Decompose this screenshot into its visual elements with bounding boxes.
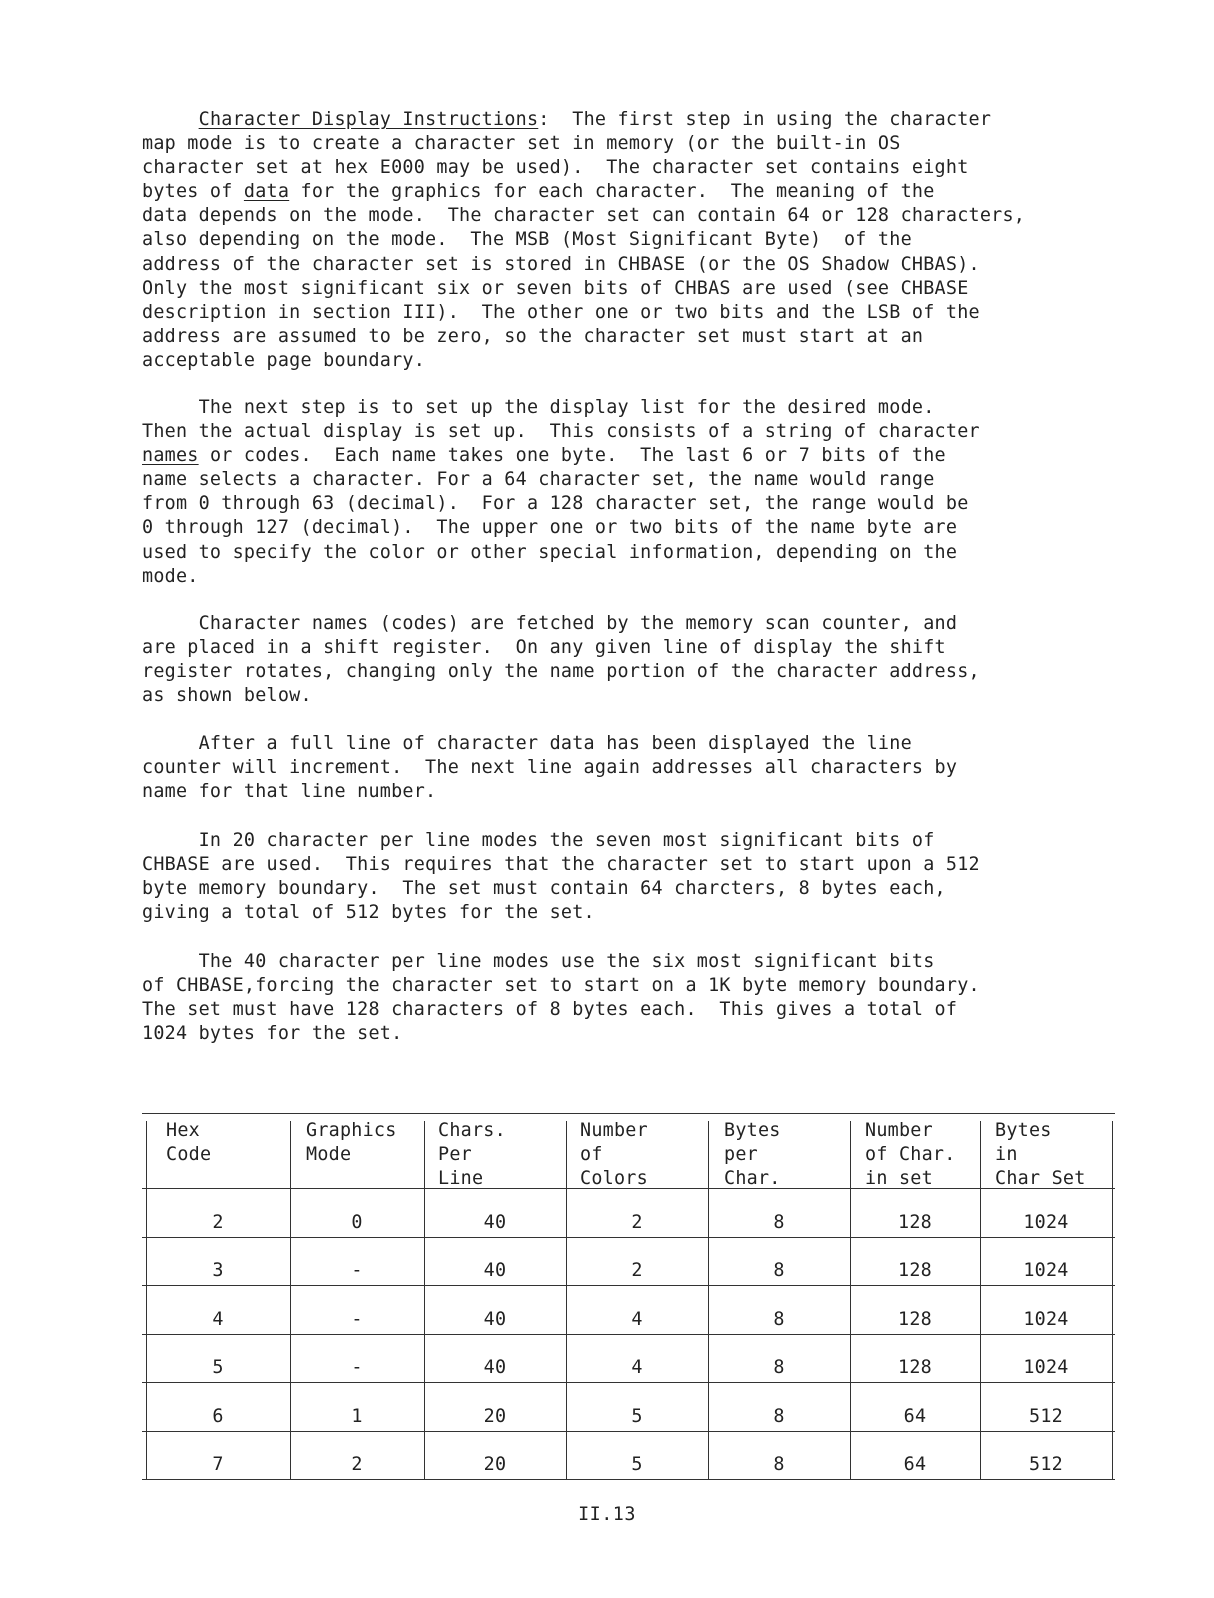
table-cell: 20 [483,1405,507,1427]
table-cell: 4 [631,1308,643,1330]
table-cell: 40 [483,1308,507,1330]
table-row-rule [142,1334,1115,1335]
table-cell: 2 [631,1211,643,1233]
table-cell: 40 [483,1260,507,1281]
paragraph-display-list [142,396,1082,589]
paragraph-character-display-instructions [142,108,1082,373]
paragraph-20-char-modes [142,829,1082,925]
table-cell: 4 [212,1308,224,1330]
table-cell: 8 [773,1454,785,1475]
table-cell: 5 [631,1454,643,1475]
header-number-of-colors: Number of Colors [580,1120,648,1189]
table-cell: 4 [631,1357,643,1378]
text-span: or codes. Each name takes one byte. The last 6 or 7 bits of the [198,445,946,467]
paragraph-character-names [142,612,1082,708]
table-cell: 8 [773,1405,785,1427]
text-line: The next step is to set up the display list for the desired mode. [142,397,935,418]
table-cell: 6 [212,1405,224,1427]
header-hex-code: Hex Code [166,1120,212,1165]
text-span: bytes of [142,181,244,203]
table-row-rule [142,1431,1115,1432]
table-cell: 8 [773,1308,785,1330]
table-cell: 8 [773,1260,785,1281]
paragraph-line-counter [142,732,1082,804]
text-line: CHBASE are used. This requires that the character set to start upon a 512 [142,854,980,876]
table-cell: 128 [898,1211,932,1233]
text-line: byte memory boundary. The set must contain 64 charcters, 8 bytes each, [142,878,946,900]
text-line: map mode is to create a character set in memory (or the built-in OS [142,133,901,155]
table-cell: 7 [212,1454,224,1475]
text-line: character set at hex E000 may be used). The character set contains eight [142,157,969,179]
text-line: also depending on the mode. The MSB (Most Significant Byte) of the [142,229,912,251]
text-line: counter will increment. The next line again addresses all characters by [142,757,958,779]
text-line: giving a total of 512 bytes for the set. [142,902,595,924]
table-cell: 2 [212,1211,224,1233]
text-line: address are assumed to be zero, so the character set must start at an [142,325,924,347]
table-cell: 8 [773,1211,785,1233]
table-cell: 128 [898,1308,932,1330]
table-column-rule [1112,1121,1113,1479]
text-line: description in section III). The other one or two bits and the LSB of the [142,301,980,323]
table-cell: 2 [351,1454,363,1475]
text-line: acceptable page boundary. [142,349,426,371]
text-span: for the graphics for each character. The meaning of the [289,181,935,203]
header-bytes-per-char: Bytes per Char. [724,1120,781,1189]
text-line: as shown below. [142,685,312,707]
paragraph-40-char-modes [142,950,1082,1046]
text-line: Only the most significant six or seven bits of CHBAS are used (see CHBASE [142,277,969,299]
header-chars-per-line: Chars. Per Line [438,1120,506,1189]
text-line: register rotates, changing only the name portion of the character address, [142,661,980,683]
text-line: data depends on the mode. The character set can contain 64 or 128 characters, [142,205,1026,227]
table-cell: 512 [1029,1405,1063,1427]
text-line: 1024 bytes for the set. [142,1023,403,1045]
text-line: Then the actual display is set up. This consists of a string of character [142,421,980,443]
table-cell: 5 [212,1357,224,1378]
table-cell: 1024 [1023,1211,1069,1233]
underlined-word: data [243,181,290,203]
text-line: are placed in a shift register. On any given line of display the shift [142,637,946,659]
table-row-rule [142,1382,1115,1383]
table-cell: 2 [631,1260,643,1281]
table-cell: - [351,1260,363,1281]
table-header-rule [142,1188,1115,1189]
text-line: name selects a character. For a 64 character set, the name would range [142,469,935,491]
table-cell: - [351,1357,363,1378]
text-line: mode. [142,565,199,587]
table-row-rule [142,1237,1115,1238]
table-cell: 40 [483,1357,507,1378]
table-cell: - [351,1308,363,1330]
header-bytes-in-char-set: Bytes in Char Set [995,1120,1086,1189]
table-cell: 1024 [1023,1357,1069,1378]
text-line: used to specify the color or other special information, depending on the [142,541,958,563]
text-line [142,108,1082,132]
table-cell: 64 [903,1405,927,1427]
text-line: Character names (codes) are fetched by the memory scan counter, and [142,613,958,634]
text-line: from 0 through 63 (decimal). For a 128 character set, the range would be [142,493,969,515]
table-cell: 1024 [1023,1260,1069,1281]
table-cell: 128 [898,1357,932,1378]
text-line: After a full line of character data has been displayed the line [142,733,912,754]
table-cell: 512 [1029,1454,1063,1475]
underlined-word: names [142,445,199,467]
table-cell: 128 [898,1260,932,1281]
table-cell: 40 [483,1211,507,1233]
text-line: of CHBASE,forcing the character set to start on a 1K byte memory boundary. [142,975,980,997]
text-line: address of the character set is stored in CHBASE (or the OS Shadow CHBAS). [142,253,980,275]
table-top-rule [142,1113,1115,1114]
table-cell: 20 [483,1454,507,1475]
table-cell: 8 [773,1357,785,1378]
table-cell: 3 [212,1260,224,1281]
header-graphics-mode: Graphics Mode [306,1120,397,1165]
text-line [142,444,1082,468]
text-line: In 20 character per line modes the seven most significant bits of [142,830,935,851]
header-number-of-chars: Number of Char. in set [865,1120,956,1189]
table-row-rule [142,1479,1115,1480]
table-cell: 1024 [1023,1308,1069,1330]
text-line: 0 through 127 (decimal). The upper one or two bits of the name byte are [142,517,958,539]
table-cell: 64 [903,1454,927,1475]
table-row-rule [142,1285,1115,1286]
text-line [142,180,1082,204]
table-cell: 5 [631,1405,643,1427]
page-number: II.13 [578,1504,636,1525]
section-heading: Character Display Instructions [198,109,539,130]
text-span: : The first step in using the character [538,109,992,130]
table-cell: 1 [351,1405,363,1427]
text-line: The 40 character per line modes use the six most significant bits [142,951,935,972]
text-line: The set must have 128 characters of 8 bytes each. This gives a total of [142,999,958,1021]
text-line: name for that line number. [142,781,437,803]
table-cell: 0 [351,1211,363,1233]
